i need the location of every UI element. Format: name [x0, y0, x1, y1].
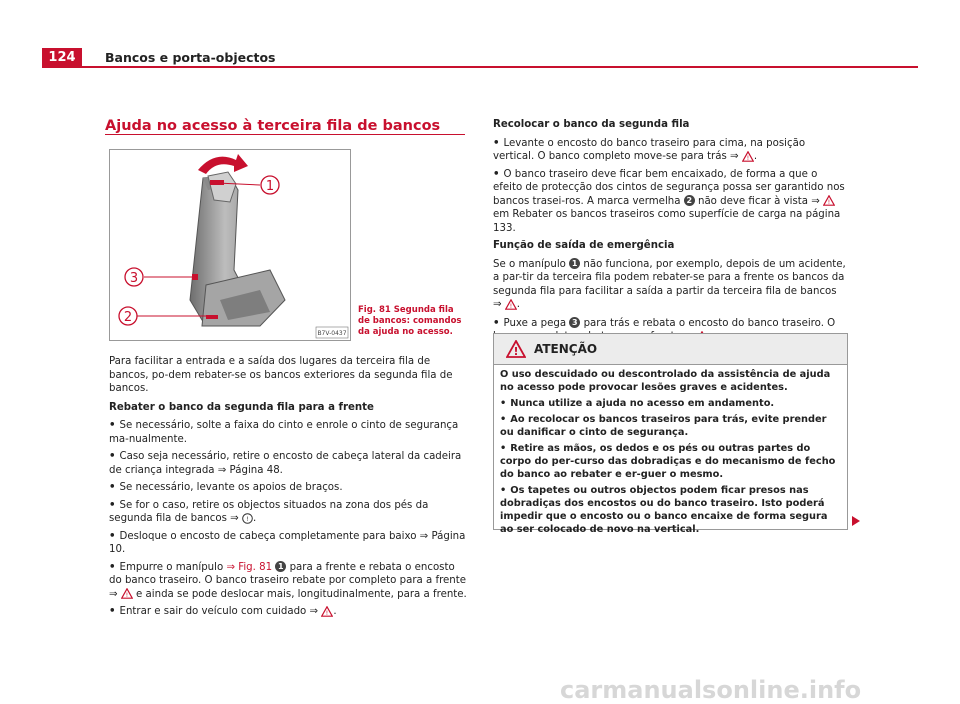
list-item: • Os tapetes ou outros objectos podem ficar presos nas dobradiças dos encostos ou do banco traseiro. Isto poderá impedir que o encosto ou o banco encaixe de forma segura ao ser colocado de novo na vertical.: [500, 485, 828, 535]
emergency-paragraph: Se o manípulo 1 não funciona, por exemplo, depois de um acidente, a par-tir da terceira fila podem rebater-se para a frente os bancos da segunda fila para facilitar a saída a partir da terceira fila de bancos ⇒ ! .: [493, 258, 846, 310]
list-item: • Se necessário, levante os apoios de braços.: [109, 482, 343, 493]
svg-text:!: !: [125, 592, 128, 599]
svg-text:!: !: [513, 345, 519, 358]
list-item: • Desloque o encosto de cabeça completamente para baixo ⇒ Página 10.: [109, 530, 466, 555]
warning-triangle-icon: [823, 195, 835, 206]
note-icon: [242, 513, 253, 524]
warning-header: [494, 334, 847, 365]
figure-code: B7V-0437: [317, 330, 347, 337]
svg-text:!: !: [246, 515, 249, 523]
warning-triangle-icon: [505, 299, 517, 310]
figure-caption-number: Fig. 81: [358, 305, 391, 315]
callout-1: 1: [265, 179, 275, 194]
figure-reference-link[interactable]: ⇒ Fig. 81: [226, 561, 273, 573]
subheading-emergencia: Função de saída de emergência: [493, 240, 675, 251]
warning-title: ATENÇÃO: [534, 342, 598, 356]
warning-intro: O uso descuidado ou descontrolado da assistência de ajuda no acesso pode provocar lesões graves e acidentes.: [500, 369, 831, 393]
svg-text:!: !: [827, 199, 831, 206]
list-item: • Puxe a pega 3 para trás e rebata o encosto do banco traseiro. O: [493, 317, 848, 344]
svg-text:!: !: [326, 609, 329, 617]
figure-caption-text: Segunda fila de bancos: comandos da ajuda no acesso.: [358, 305, 462, 337]
header-rule: [42, 66, 918, 68]
callout-2: 2: [123, 310, 133, 325]
figure-caption: [358, 305, 468, 338]
subheading-recolocar: Recolocar o banco da segunda fila: [493, 119, 690, 130]
seat-figure: [109, 149, 351, 341]
section-rule: [105, 134, 465, 135]
watermark: carmanualsonline.info: [560, 676, 862, 704]
list-item: • Levante o encosto do banco traseiro para cima, na posição vertical. O banco completo move-se para trás ⇒ ! .: [493, 137, 806, 162]
warning-triangle-icon: [121, 588, 133, 599]
svg-text:!: !: [509, 302, 512, 310]
list-item: • Se necessário, solte a faixa do cinto e enrole o cinto de segurança ma-nualmente.: [109, 420, 459, 445]
list-item: • Se for o caso, retire os objectos situados na zona dos pés da segunda fila de bancos ⇒ ! .: [109, 499, 429, 524]
list-item: • Entrar e sair do veículo com cuidado ⇒ ! .: [109, 606, 337, 617]
warning-box: [493, 333, 848, 535]
callout-badge-1: 1: [275, 561, 286, 572]
seat-illustration: [110, 150, 350, 340]
svg-text:!: !: [746, 154, 750, 162]
continue-arrow-icon[interactable]: [851, 515, 861, 527]
warning-triangle-icon: [742, 151, 754, 162]
list-item: • Ao recolocar os bancos traseiros para trás, evite prender ou danificar o cinto de segurança.: [500, 414, 827, 438]
warning-triangle-icon: [506, 340, 526, 358]
callout-3: 3: [129, 271, 139, 286]
page-number: 124: [42, 48, 82, 68]
right-column: [493, 118, 848, 348]
callout-badge-2: 2: [684, 195, 695, 206]
list-item: • O banco traseiro deve ficar bem encaixado, de forma a que o efeito de protecção dos cintos de segurança possa ser garantido nos bancos trasei-ros. A marca vermelha 2 não deve ficar à vista ⇒ ! em Rebater os bancos traseiros como superfície de carga na página 133.: [493, 168, 845, 234]
warning-body: [494, 365, 847, 542]
running-header-title: Bancos e porta-objectos: [105, 50, 276, 65]
intro-paragraph: Para facilitar a entrada e a saída dos lugares da terceira fila de bancos, po-dem rebater-se os bancos exteriores da segunda fila de bancos.: [109, 356, 453, 394]
list-item: • Caso seja necessário, retire o encosto de cabeça lateral da cadeira de criança integrada ⇒ Página 48.: [109, 451, 462, 476]
callout-badge-1: 1: [569, 258, 580, 269]
callout-badge-3: 3: [569, 317, 580, 328]
list-item: • Empurre o manípulo ⇒ Fig. 81 1 para a frente e rebata o encosto do banco traseiro. O banco traseiro rebate por completo para a frente ⇒ ! e ainda se pode deslocar mais, longitudinalmente, para a frente.: [109, 561, 467, 600]
list-item: • Nunca utilize a ajuda no acesso em andamento.: [500, 398, 775, 409]
subheading-rebater: Rebater o banco da segunda fila para a frente: [109, 401, 374, 413]
warning-triangle-icon: [321, 606, 333, 617]
left-column: [109, 355, 467, 623]
section-title: Ajuda no acesso à terceira fila de bancos: [105, 118, 441, 134]
list-item: • Retire as mãos, os dedos e os pés ou outras partes do corpo do per-curso das dobradiças e do mecanismo de fecho do banco ao rebater e er-guer o mesmo.: [500, 443, 836, 480]
